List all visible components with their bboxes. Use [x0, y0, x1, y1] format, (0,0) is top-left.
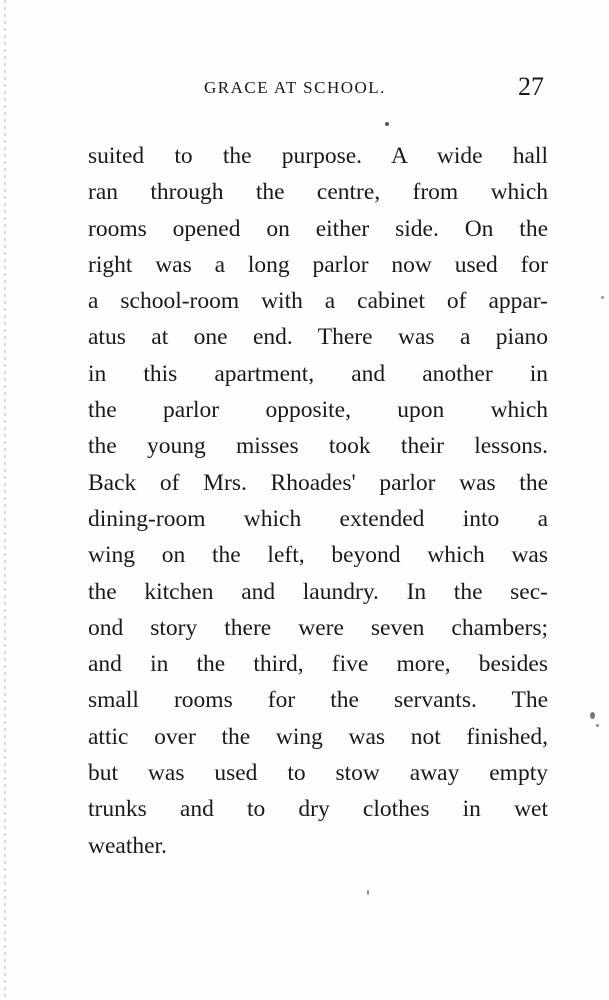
text-line: but was used to stow away empty — [88, 760, 548, 787]
text-line: ond story there were seven chambers; — [88, 614, 548, 641]
running-head: GRACE AT SCHOOL. — [204, 78, 386, 97]
text-line: weather. — [88, 832, 167, 859]
text-line: attic over the wing was not finished, — [88, 723, 548, 750]
text-line: the kitchen and laundry. In the sec- — [88, 578, 548, 605]
text-line: trunks and to dry clothes in wet — [88, 796, 548, 823]
text-line: Back of Mrs. Rhoades' parlor was the — [88, 469, 548, 496]
text-line: a school-room with a cabinet of appar- — [88, 288, 548, 315]
ink-speck — [385, 122, 389, 126]
text-line: rooms opened on either side. On the — [88, 215, 548, 242]
text-line: ran through the centre, from which — [88, 179, 548, 206]
ink-speck — [596, 724, 599, 727]
text-line: wing on the left, beyond which was — [88, 542, 548, 569]
text-line: the parlor opposite, upon which — [88, 397, 548, 424]
page-number: 27 — [518, 72, 544, 101]
text-line: small rooms for the servants. The — [88, 687, 548, 714]
text-line: and in the third, five more, besides — [88, 651, 548, 678]
text-line: in this apartment, and another in — [88, 360, 548, 387]
text-line: atus at one end. There was a piano — [88, 324, 548, 351]
body-text — [88, 138, 548, 864]
ink-speck — [601, 296, 604, 299]
text-line: right was a long parlor now used for — [88, 251, 548, 278]
ink-speck — [367, 890, 369, 895]
ink-speck — [590, 712, 595, 719]
page-gutter-edge — [4, 0, 6, 1000]
text-line: the young misses took their lessons. — [88, 433, 548, 460]
page-header — [86, 72, 548, 108]
text-line: dining-room which extended into a — [88, 505, 548, 532]
text-line: suited to the purpose. A wide hall — [88, 143, 548, 169]
